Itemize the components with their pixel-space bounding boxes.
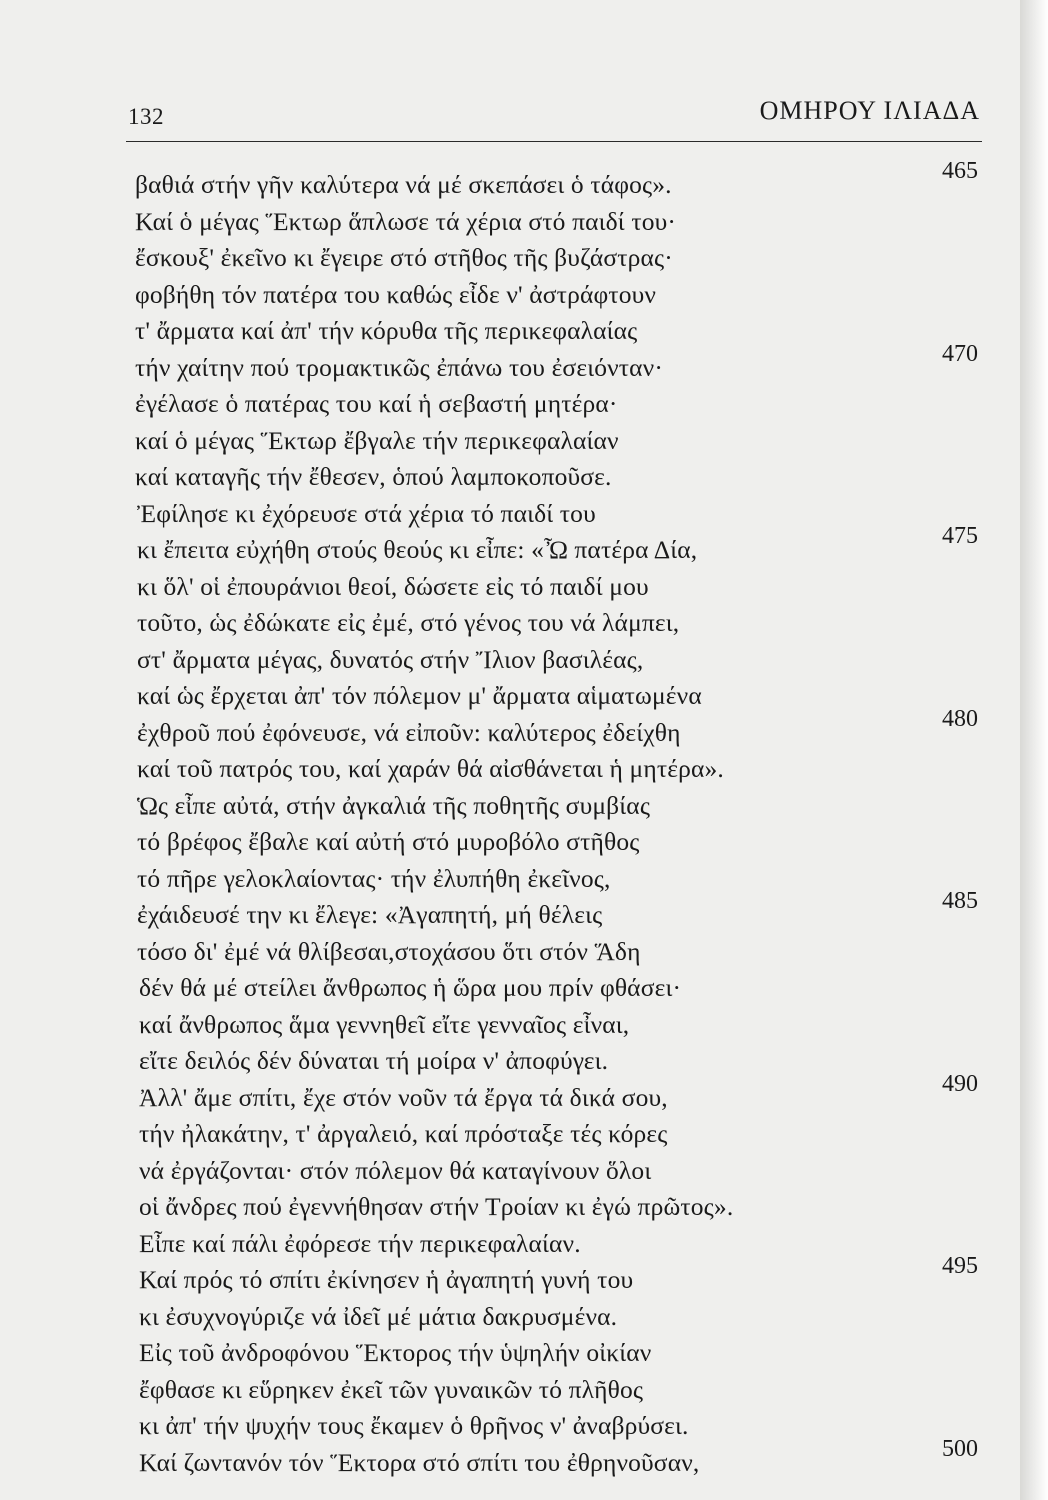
verse-line [0,754,1020,791]
verse-text: καί καταγῆς τήν ἔθεσεν, ὁπού λαμποκοποῦσε. [135,462,612,491]
line-number: 465 [942,158,978,184]
verse-line [0,1338,1020,1375]
line-number: 485 [942,888,978,914]
verse-line [0,1411,1020,1448]
verse-line [0,827,1020,864]
verse-line [0,791,1020,828]
page-header [128,96,980,136]
verse-line [0,1375,1020,1412]
verse-line [0,1302,1020,1339]
verse-text: ἐγέλασε ὁ πατέρας του καί ἡ σεβαστή μητέρα· [135,389,618,418]
verse-text: Ἐφίλησε κι ἐχόρευσε στά χέρια τό παιδί του [137,498,596,528]
verse-text: Εἰς τοῦ ἀνδροφόνου Ἕκτορος τήν ὑψηλήν οἰκίαν [139,1338,652,1367]
line-number: 470 [942,340,978,367]
verse-line [0,645,1020,682]
verse-text: καί ὁ μέγας Ἕκτωρ ἔβγαλε τήν περικεφαλαίαν [135,425,619,455]
verse-text: ἔσκουξ' ἐκεῖνο κι ἔγειρε στό στῆθος τῆς βυζάστρας· [135,243,673,272]
verse-text: καί ἄνθρωπος ἅμα γεννηθεῖ εἴτε γενναῖος εἶναι, [139,1009,630,1039]
verse-line [0,937,1020,974]
page-number: 132 [128,104,164,129]
line-number: 480 [942,705,978,732]
verse-text: καί τοῦ πατρός του, καί χαράν θά αἰσθάνεται ἡ μητέρα». [137,754,724,783]
verse-text: κι ἔπειτα εὐχήθη στούς θεούς κι εἶπε: «Ὦ πατέρα Δία, [137,535,698,564]
verse-text: τήν ἠλακάτην, τ' ἀργαλειό, καί πρόσταξε τές κόρες [139,1119,668,1148]
verse-line [0,681,1020,718]
verse-text: Εἶπε καί πάλι ἐφόρεσε τήν περικεφαλαίαν. [139,1228,581,1258]
verse-line [0,243,1020,280]
verse-text: κι ὅλ' οἱ ἐπουράνιοι θεοί, δώσετε εἰς τό παιδί μου [137,571,649,601]
verse-line [0,1253,1020,1302]
verse-line [0,1229,1020,1266]
verse-text: τήν χαίτην πού τρομακτικῶς ἐπάνω του ἐσειόνταν· [135,352,664,382]
verse-text: Καί πρός τό σπίτι ἐκίνησεν ἡ ἀγαπητή γυνή του [139,1265,634,1294]
verse-line [0,207,1020,244]
verse-text: κι ἐσυχνογύριζε νά ἰδεῖ μέ μάτια δακρυσμένα. [139,1301,618,1331]
verse-text: δέν θά μέ στείλει ἄνθρωπος ἡ ὥρα μου πρίν φθάσει· [139,973,682,1002]
verse-line [0,1192,1020,1229]
verse-line [0,316,1020,353]
verse-line [0,158,1020,207]
verse-line [0,1070,1020,1120]
verse-text: τοῦτο, ὡς ἐδώκατε εἰς ἐμέ, στό γένος του νά λάμπει, [137,608,680,637]
verse-text: ἐχάιδευσέ την κι ἔλεγε: «Ἀγαπητή, μή θέλεις [137,900,603,929]
running-title: ΟΜΗΡΟΥ ΙΛΙΑΔΑ [759,96,980,125]
verse-line [0,864,1020,901]
verse-line [0,1010,1020,1047]
verse-text: εἴτε δειλός δέν δύναται τή μοίρα ν' ἀποφύγει. [139,1046,609,1075]
verse-text: ἐχθροῦ πού ἐφόνευσε, νά εἰποῦν: καλύτερος ἐδείχθη [137,717,681,747]
verse-line [0,499,1020,536]
verse-text: τόσο δι' ἐμέ νά θλίβεσαι,στοχάσου ὅτι στόν Ἅδη [137,936,641,966]
verse-text: στ' ἄρματα μέγας, δυνατός στήν Ἴλιον βασιλέας, [137,644,644,674]
verse-line [0,1156,1020,1193]
verse-block [0,158,1020,1484]
verse-text: καί ὡς ἔρχεται ἀπ' τόν πόλεμον μ' ἄρματα αἱματωμένα [137,681,702,710]
verse-text: Ὡς εἶπε αὐτά, στήν ἀγκαλιά τῆς ποθητῆς συμβίας [137,790,651,820]
header-rule [126,141,982,142]
verse-line [0,973,1020,1010]
verse-text: Καί ζωντανόν τόν Ἕκτορα στό σπίτι του ἐθρηνοῦσαν, [139,1447,700,1477]
line-number: 495 [942,1253,978,1279]
verse-text: τό πῆρε γελοκλαίοντας· τήν ἐλυπήθη ἐκεῖνος, [137,863,611,893]
verse-text: τ' ἄρματα καί ἀπ' τήν κόρυθα τῆς περικεφαλαίας [135,316,638,345]
verse-line [0,523,1020,572]
verse-text: Καί ὁ μέγας Ἕκτωρ ἅπλωσε τά χέρια στό παιδί του· [135,206,677,236]
verse-line [0,1435,1020,1485]
line-number: 500 [942,1435,978,1462]
verse-line [0,280,1020,317]
verse-text: οἱ ἄνδρες πού ἐγεννήθησαν στήν Τροίαν κι ἐγώ πρῶτος». [139,1192,734,1221]
verse-text: νά ἐργάζονται· στόν πόλεμον θά καταγίνουν ὅλοι [139,1155,652,1185]
verse-line [0,1046,1020,1083]
verse-text: κι ἀπ' τήν ψυχήν τους ἔκαμεν ὁ θρῆνος ν' ἀναβρύσει. [139,1411,689,1440]
verse-text: τό βρέφος ἔβαλε καί αὐτή στό μυροβόλο στῆθος [137,827,640,856]
verse-text: Ἀλλ' ἄμε σπίτι, ἔχε στόν νοῦν τά ἔργα τά δικά σου, [139,1082,668,1112]
page-edge [1020,0,1048,1500]
verse-line [0,705,1020,755]
verse-line [0,389,1020,426]
verse-line [0,426,1020,463]
verse-line [0,608,1020,645]
verse-text: φοβήθη τόν πατέρα του καθώς εἶδε ν' ἀστράφτουν [135,279,657,309]
verse-line [0,572,1020,609]
verse-line [0,888,1020,937]
verse-line [0,340,1020,390]
line-number: 490 [942,1070,978,1097]
verse-text: βαθιά στήν γῆν καλύτερα νά μέ σκεπάσει ὁ τάφος». [135,170,672,199]
line-number: 475 [942,523,978,549]
verse-line [0,462,1020,499]
verse-text: ἔφθασε κι εὕρηκεν ἐκεῖ τῶν γυναικῶν τό πλῆθος [139,1374,644,1404]
verse-line [0,1119,1020,1156]
